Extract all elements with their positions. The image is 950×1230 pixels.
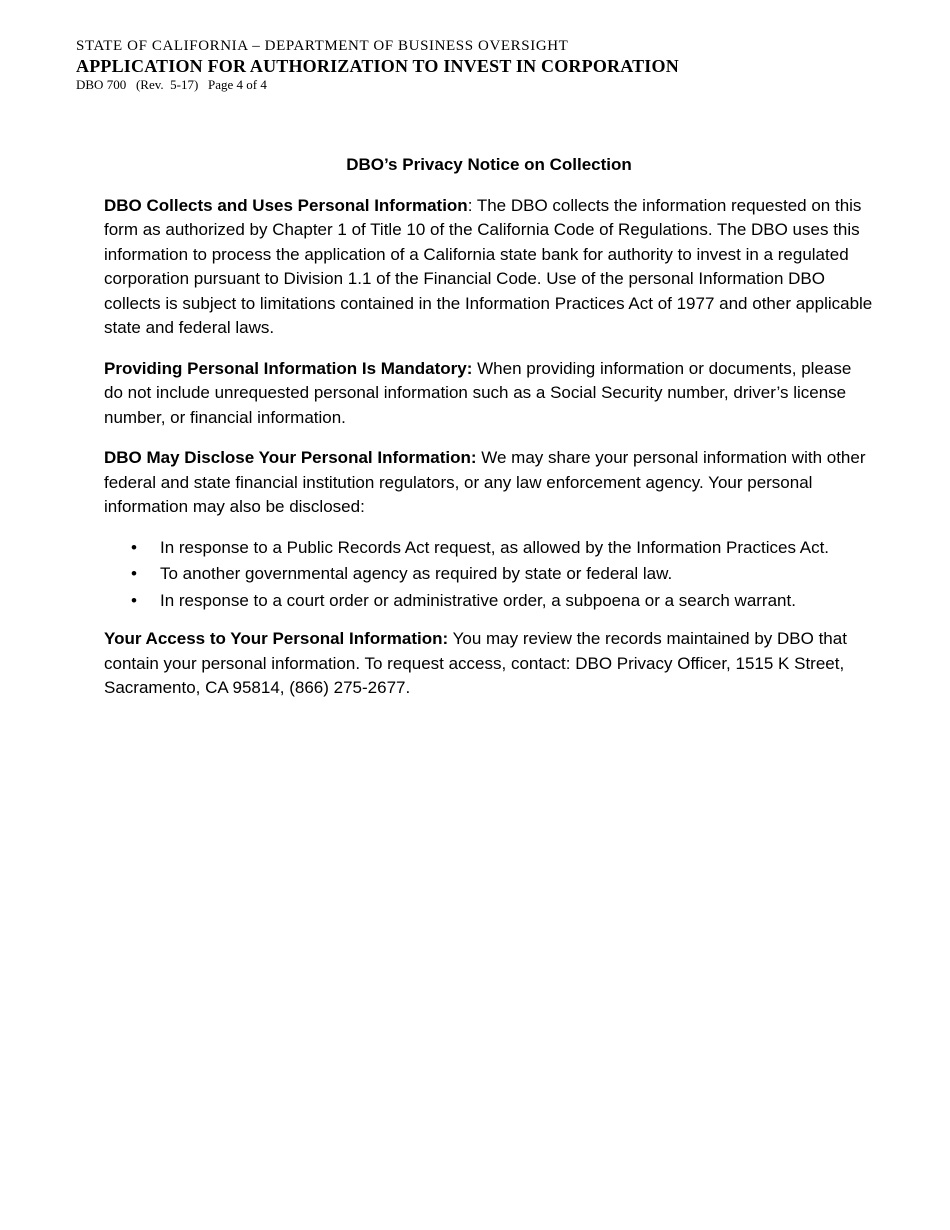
privacy-notice (104, 153, 874, 717)
agency-name: STATE OF CALIFORNIA – DEPARTMENT OF BUSINESS OVERSIGHT (76, 38, 569, 54)
form-number-page: DBO 700 (Rev. 5-17) Page 4 of 4 (76, 77, 267, 92)
bullet-icon: • (131, 590, 137, 610)
section-access (104, 627, 874, 701)
section-disclose (104, 446, 874, 520)
bullet-icon: • (131, 564, 137, 583)
section-body: : The DBO collects the information requested on this form as authorized by Chapter 1 of Title 10 of the California Code of Regulations. The DBO uses this information to process the application of a California state bank for authority to invest in a regulated corporation pursuant to Division 1.1 of the Financial Code. Use of the personal Information DBO collects is subject to limitations contained in the Information Practices Act of 1977 and other applicable state and federal laws. (104, 195, 873, 337)
list-item-text: To another governmental agency as required by state or federal law. (160, 564, 673, 583)
list-item-text: In response to a court order or administrative order, a subpoena or a search warrant. (160, 590, 796, 610)
list-item (104, 589, 874, 614)
list-item (104, 536, 874, 561)
section-heading: DBO May Disclose Your Personal Information: (104, 448, 477, 467)
form-header (76, 37, 679, 93)
section-body: You may review the records maintained by DBO that contain your personal information. To request access, contact: DBO Privacy Officer, 1515 K Street, Sacramento, CA 95814, (866) 275-2677. (104, 629, 847, 697)
section-heading: Providing Personal Information Is Mandatory: (104, 358, 473, 378)
notice-title: DBO’s Privacy Notice on Collection (346, 155, 632, 174)
section-heading: Your Access to Your Personal Information: (104, 629, 449, 648)
section-body: We may share your personal information with other federal and state financial institution regulators, or any law enforcement agency. Your personal information may also be disclosed: (104, 448, 866, 516)
section-collects-uses (104, 194, 874, 341)
section-heading: DBO Collects and Uses Personal Information (104, 195, 468, 215)
form-title: APPLICATION FOR AUTHORIZATION TO INVEST IN CORPORATION (76, 56, 679, 76)
bullet-icon: • (131, 537, 137, 557)
list-item (104, 562, 874, 587)
section-mandatory (104, 357, 874, 431)
list-item-text: In response to a Public Records Act request, as allowed by the Information Practices Act. (160, 537, 830, 557)
disclosure-list (104, 536, 874, 614)
section-body: When providing information or documents, please do not include unrequested personal information such as a Social Security number, driver’s license number, or financial information. (104, 358, 852, 427)
